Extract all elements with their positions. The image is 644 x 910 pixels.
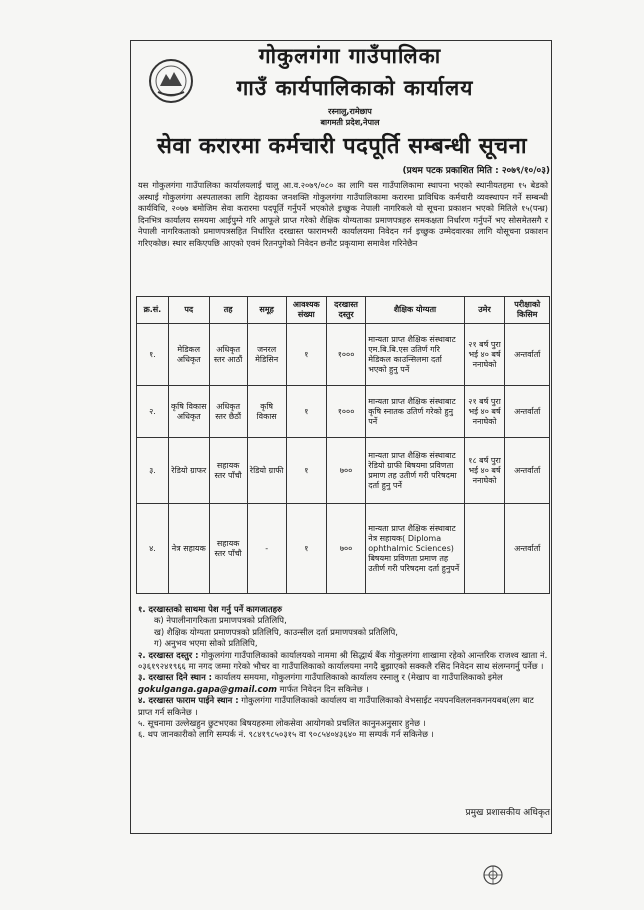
cell-post: मेडिकल अधिकृत bbox=[168, 324, 209, 386]
note-4 bbox=[138, 695, 550, 718]
email-address: gokulganga.gapa@gmail.com bbox=[138, 683, 277, 694]
cell-group: - bbox=[247, 504, 286, 594]
cell-exam: अन्तर्वार्ता bbox=[505, 324, 550, 386]
cell-exam: अन्तर्वार्ता bbox=[505, 386, 550, 438]
cell-level: सहायक स्तर पाँचौ bbox=[209, 438, 247, 504]
intro-paragraph: यस गोकुलगंगा गाउँपालिका कार्यालयलाई चालु आ.व.२०७९/०८० का लागि यस गाउँपालिकामा स्थापना भएको स्थानीयतहमा १५ बेडको अस्थाई गोकुलगंगा अस्पतालका लागि देहायका जनशक्ति गोकुलगंगा गाउँपालिकामा करारमा प्राविधिक कर्मचारी व्यवस्थापन गर्ने सम्बन्धी कार्यविधि, २०७७ बमोजिम सेवा करारमा पदपूर्ति गर्नुपर्ने भएकोले इच्छुक नेपाली नागरिकले यो सूचना प्रकाशन भएको मितिले १५(पन्ध्र) दिनभित्र कार्यालय समयमा आईपुग्ने गरि आफूले प्राप्त गरेको शैक्षिक योग्यताका प्रमाणपत्रहरु समकक्षता निर्धारण गर्नुपर्ने भए सोसमेतसगै र नेपाली नागरिकताको प्रमाणपत्रसहित निर्धारित दरखास्त फारामभरी कार्यालयमा निवेदन गर्न इच्छुक उम्मेदवारका लागि योसूचना प्रकाशन गरिएकोछ। स्थार सकिएपछि आएको एवमं रितनपुगेको निवेदन छनौट प्रकृयामा समावेश गरिनेछैन bbox=[138, 180, 548, 248]
address-line-1: रस्नालु,रामेछाप bbox=[328, 107, 372, 116]
cell-sn: २. bbox=[137, 386, 169, 438]
cell-count: १ bbox=[286, 504, 326, 594]
col-level: तह bbox=[209, 297, 247, 324]
cell-exam: अन्तर्वार्ता bbox=[505, 438, 550, 504]
note-2-heading: २. दरखास्त दस्तुर : bbox=[138, 649, 199, 660]
note-3-body: कार्यालय समयमा, गोकुलगंगा गाउँपालिकाको कार्यालय रस्नालु र (मेखाप वा गाउँपालिकाको इमेल bbox=[214, 672, 503, 683]
table-row bbox=[137, 504, 550, 594]
cell-qualification: मान्यता प्राप्त शैक्षिक संस्थाबाट रेडियो ग्राफी बिषयमा प्रविणता प्रमाण तह उतीर्ण गरी परिषदमा दर्ता हुनु पर्ने bbox=[366, 438, 464, 504]
cell-fee: ७०० bbox=[326, 438, 365, 504]
col-count: आवश्यक संख्या bbox=[286, 297, 326, 324]
cell-post: कृषि विकास अधिकृत bbox=[168, 386, 209, 438]
table-header-row bbox=[137, 297, 550, 324]
cell-group: जनरल मेडिसिन bbox=[247, 324, 286, 386]
col-group: समूह bbox=[247, 297, 286, 324]
note-3 bbox=[138, 672, 550, 695]
cell-age bbox=[464, 504, 505, 594]
municipality-title: गोकुलगंगा गाउँपालिका bbox=[258, 44, 442, 68]
cell-level: सहायक स्तर पाँचौ bbox=[209, 504, 247, 594]
address-line-2: बागमती प्रदेश,नेपाल bbox=[320, 118, 380, 127]
cell-age: २१ बर्ष पुरा भई ४० बर्ष ननाघेको bbox=[464, 324, 505, 386]
note-3-heading: ३. दरखास्त दिने स्थान : bbox=[138, 672, 212, 683]
note-4-heading: ४. दरखास्त फाराम पाईने स्थान : bbox=[138, 695, 239, 706]
cell-qualification: मान्यता प्राप्त शैक्षिक संस्थाबाट एम.बि.बि.एस उतिर्ण गरि मेडिकल काउन्सिलमा दर्ता भएको हुनु पर्ने bbox=[366, 324, 464, 386]
cell-sn: ३. bbox=[137, 438, 169, 504]
cell-sn: ४. bbox=[137, 504, 169, 594]
nepal-emblem-icon bbox=[148, 58, 194, 104]
cell-fee: १००० bbox=[326, 386, 365, 438]
col-age: उमेर bbox=[464, 297, 505, 324]
col-sn: क्र.सं. bbox=[137, 297, 169, 324]
office-title: गाउँ कार्यपालिकाको कार्यालय bbox=[236, 76, 474, 100]
table-row bbox=[137, 324, 550, 386]
note-5: ५. सूचनामा उल्लेखहुन छुटभएका बिषयहरुमा लोकसेवा आयोगको प्रचलित कानुनअनुसार हुनेछ । bbox=[138, 718, 426, 729]
cell-count: १ bbox=[286, 438, 326, 504]
notice-heading: सेवा करारमा कर्मचारी पदपूर्ति सम्बन्धी सूचना bbox=[156, 134, 528, 159]
cell-level: अधिकृत स्तर छैठौं bbox=[209, 386, 247, 438]
note-1-item-a: क) नेपालीनागरिकता प्रमाणपत्रको प्रतिलिपि, bbox=[154, 615, 287, 626]
note-4-body: गोकुलगंगा गाउँपालिकाको कार्यालय वा गाउँपालिकाको वेभसाईट नयपनविललनकगनयबब(लग बाट प्राप्त गर्न सकिनेछ । bbox=[138, 695, 534, 717]
cell-post: नेत्र सहायक bbox=[168, 504, 209, 594]
note-1-item-b: ख) शैक्षिक योग्यता प्रमाणपत्रको प्रतिलिपि, काउन्सील दर्ता प्रमाणपत्रको प्रतिलिपि, bbox=[154, 626, 398, 637]
note-2 bbox=[138, 650, 550, 673]
notes-section bbox=[138, 604, 550, 741]
cell-age: २१ बर्ष पुरा भई ४० बर्ष ननाघेको bbox=[464, 386, 505, 438]
note-3-tail: मार्फत निवेदन दिन सकिनेछ । bbox=[279, 683, 369, 694]
cell-fee: १००० bbox=[326, 324, 365, 386]
cell-level: अधिकृत स्तर आठौं bbox=[209, 324, 247, 386]
note-1-item-c: ग) अनुभव भएमा सोको प्रतिलिपि, bbox=[154, 638, 258, 649]
cell-qualification: मान्यता प्राप्त शैक्षिक संस्थाबाट कृषि स्नातक उतिर्ण गरेको हुनु पर्ने bbox=[366, 386, 464, 438]
vacancy-table bbox=[136, 296, 550, 594]
cell-qualification: मान्यता प्राप्त शैक्षिक संस्थाबाट नेत्र सहायक( Diploma ophthalmic Sciences) बिषयमा प्रविणता प्रमाण तह उतीर्ण गरी परिषदमा दर्ता हुनुपर्ने bbox=[366, 504, 464, 594]
cell-group: रेडियो ग्राफी bbox=[247, 438, 286, 504]
note-1-heading: १. दरखास्तको साथमा पेश गर्नु पर्ने कागजातहरु bbox=[138, 604, 283, 614]
col-exam: परीक्षाको किसिम bbox=[505, 297, 550, 324]
cell-exam: अन्तर्वार्ता bbox=[505, 504, 550, 594]
stamp-icon bbox=[482, 864, 504, 886]
publish-date: (प्रथम पटक प्रकाशित मिति : २०७९/१०/०३) bbox=[402, 166, 550, 176]
cell-count: १ bbox=[286, 386, 326, 438]
col-fee: दरखास्त दस्तुर bbox=[326, 297, 365, 324]
signatory-title: प्रमुख प्रशासकीय अधिकृत bbox=[465, 808, 550, 818]
cell-fee: ७०० bbox=[326, 504, 365, 594]
note-6: ६. थप जानकारीको लागि सम्पर्क नं. ९८४१९८५०३१५ वा ९०८५४०४३६४० मा सम्पर्क गर्न सकिनेछ । bbox=[138, 729, 434, 740]
col-qualification: शैक्षिक योग्यता bbox=[366, 297, 464, 324]
table-row bbox=[137, 386, 550, 438]
cell-group: कृषि विकास bbox=[247, 386, 286, 438]
table-row bbox=[137, 438, 550, 504]
cell-age: १८ बर्ष पुरा भई ४० बर्ष ननाघेको bbox=[464, 438, 505, 504]
cell-sn: १. bbox=[137, 324, 169, 386]
cell-post: रेडियो ग्राफर bbox=[168, 438, 209, 504]
cell-count: १ bbox=[286, 324, 326, 386]
col-post: पद bbox=[168, 297, 209, 324]
note-2-body: गोकुलगंगा गाउँपालिकाको कार्यालयको नाममा श्री सिद्धार्थ बैंक गोकुलगंगा शाखामा रहेको आन्तरिक राजश्व खाता नं. ०३६१९२४१९६६ मा नगद जम्मा गरेको भौचर वा गाउँपालिकाको कार्यालयमा नगदै बुझाएको सक्कलै रसिद निवेदन साथ संलग्नगर्नु पर्नेछ । bbox=[138, 649, 548, 672]
